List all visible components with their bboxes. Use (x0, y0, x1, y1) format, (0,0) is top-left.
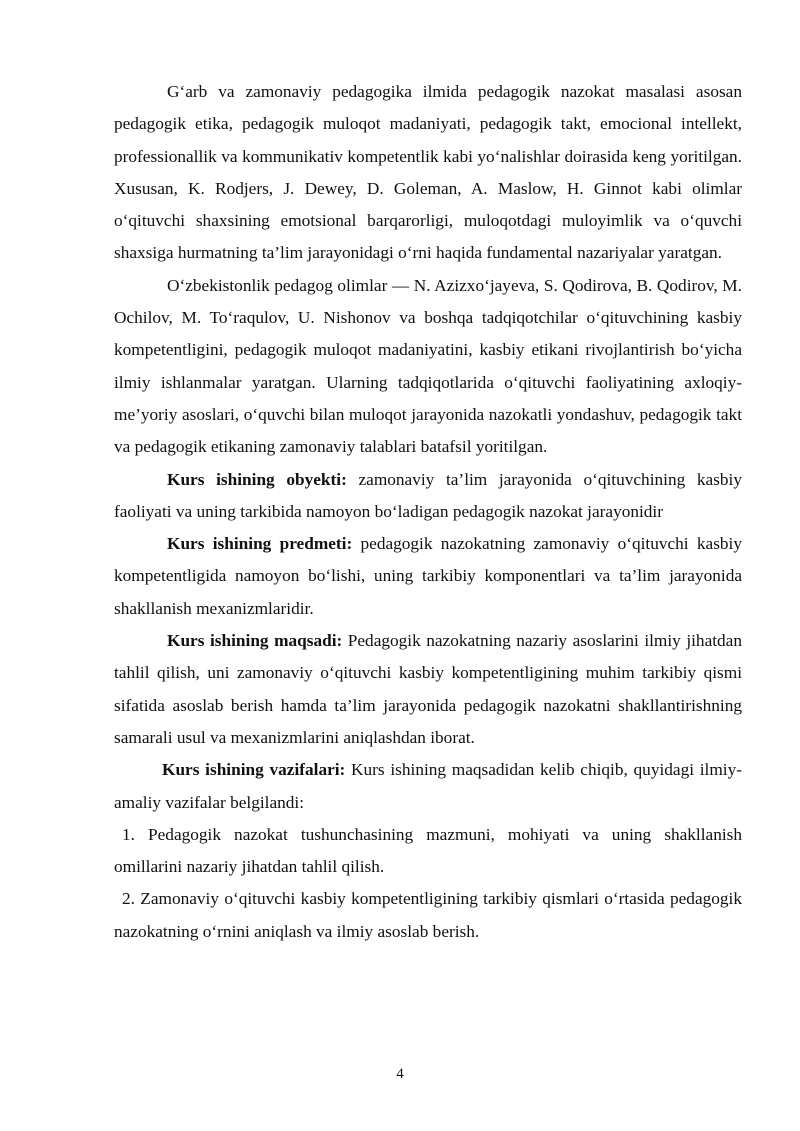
paragraph-text: pedagogik nazokatning zamonaviy o‘qituvchi kasbiy kompetentligida namoyon bo‘lishi, uning tarkibiy komponentlari va ta’lim jarayonida shakllanish mexanizmlaridir. (114, 534, 742, 618)
document-page (114, 76, 742, 948)
paragraph-uzbek-scholars (114, 270, 742, 464)
paragraph-research-goal (114, 625, 742, 754)
paragraph-western-pedagogy (114, 76, 742, 270)
paragraph-text: 2. Zamonaviy o‘qituvchi kasbiy kompetentligining tarkibiy qismlari o‘rtasida pedagogik nazokatning o‘rnini aniqlash va ilmiy asoslab berish. (114, 889, 742, 941)
paragraph-research-object (114, 464, 742, 529)
paragraph-lead: Kurs ishining vazifalari: (162, 760, 346, 780)
paragraph-research-subject (114, 528, 742, 625)
paragraph-lead: Kurs ishining obyekti: (167, 469, 347, 489)
paragraph-text: 1. Pedagogik nazokat tushunchasining mazmuni, mohiyati va uning shakllanish omillarini nazariy jihatdan tahlil qilish. (114, 824, 742, 877)
paragraph-lead: Kurs ishining predmeti: (167, 534, 353, 554)
list-item-task-2 (114, 883, 742, 948)
page-number: 4 (396, 1066, 404, 1082)
paragraph-text: Pedagogik nazokatning nazariy asoslarini ilmiy jihatdan tahlil qilish, uni zamonaviy o‘qituvchi kasbiy kompetentligining muhim tarkibiy qismi sifatida asoslab berish hamda ta’lim jarayonida pedagogik nazokatni shakllantirishning samarali usul va mexanizmlarini aniqlashdan iborat. (114, 631, 742, 747)
paragraph-text: Kurs ishining maqsadidan kelib chiqib, quyidagi ilmiy-amaliy vazifalar belgilandi: (114, 760, 742, 812)
paragraph-text: O‘zbekistonlik pedagog olimlar — N. Azizxo‘jayeva, S. Qodirova, B. Qodirov, M. Ochilov, M. To‘raqulov, U. Nishonov va boshqa tadqiqotchilar o‘qituvchining kasbiy kompetentligini, pedagogik muloqot madaniyatini, kasbiy etikani rivojlantirish bo‘yicha ilmiy ishlanmalar yaratgan. Ularning tadqiqotlarida o‘qituvchi faoliyatining axloqiy-me’yoriy asoslari, o‘quvchi bilan muloqot jarayonida nazokatli yondashuv, pedagogik takt va pedagogik etikaning zamonaviy talablari batafsil yoritilgan. (114, 275, 742, 457)
paragraph-research-tasks (114, 754, 742, 819)
list-item-task-1 (114, 819, 742, 884)
paragraph-text: G‘arb va zamonaviy pedagogika ilmida pedagogik nazokat masalasi asosan pedagogik etika, pedagogik muloqot madaniyati, pedagogik takt, emocional intellekt, professionallik va kommunikativ kompetentlik kabi yo‘nalishlar doirasida keng yoritilgan. Xususan, K. Rodjers, J. Dewey, D. Goleman, A. Maslow, H. Ginnot kabi olimlar o‘qituvchi shaxsining emotsional barqarorligi, muloqotdagi muloyimlik va o‘quvchi shaxsiga hurmatning ta’lim jarayonidagi o‘rni haqida fundamental nazariyalar yaratgan. (114, 82, 742, 263)
paragraph-lead: Kurs ishining maqsadi: (167, 631, 343, 651)
paragraph-text: zamonaviy ta’lim jarayonida o‘qituvchining kasbiy faoliyati va uning tarkibida namoyon bo‘ladigan pedagogik nazokat jarayonidir (114, 469, 742, 521)
